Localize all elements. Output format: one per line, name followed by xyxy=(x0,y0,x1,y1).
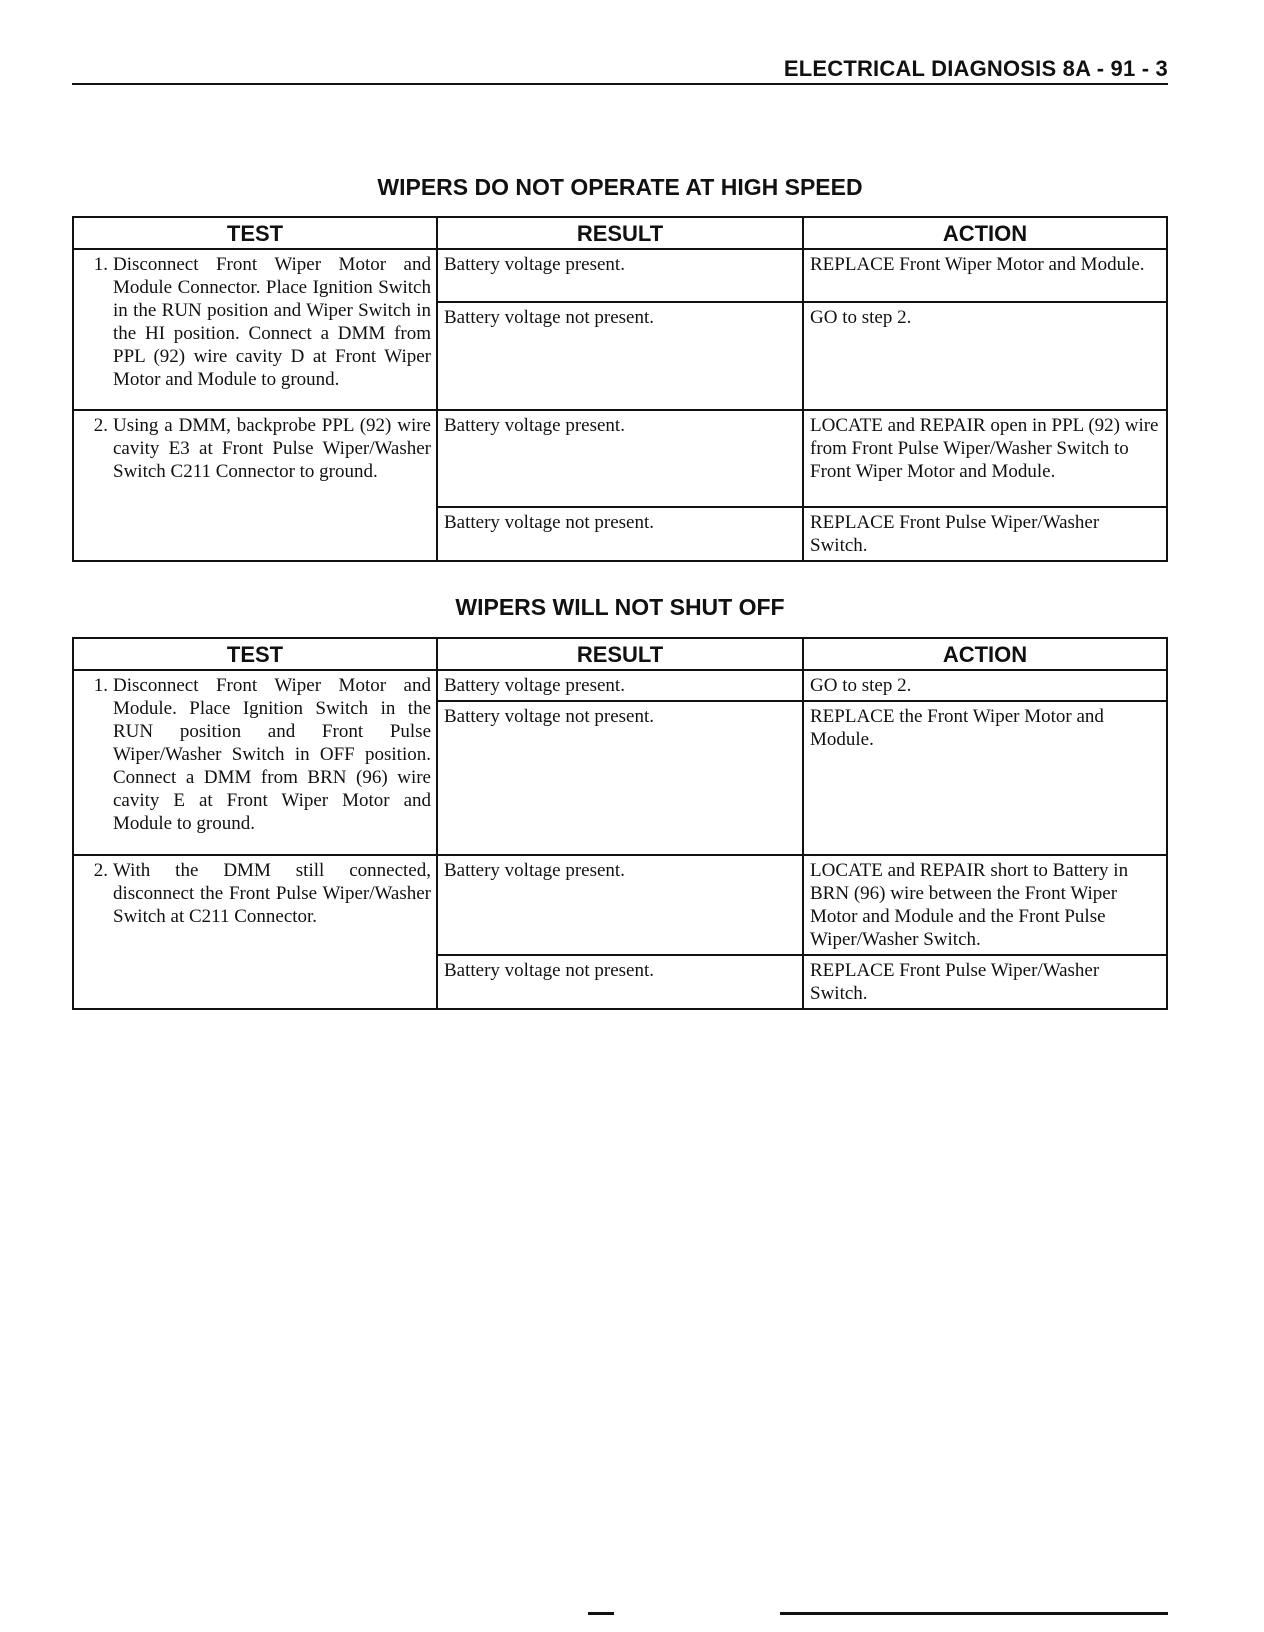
action-cell: REPLACE Front Pulse Wiper/Washer Switch. xyxy=(803,507,1167,561)
step-number: 2. xyxy=(93,860,108,881)
result-cell: Battery voltage not present. xyxy=(437,302,803,410)
result-cell: Battery voltage not present. xyxy=(437,701,803,855)
table-header-row xyxy=(73,217,1167,249)
column-header-action: ACTION xyxy=(803,638,1167,670)
test-cell xyxy=(73,249,437,410)
column-header-result: RESULT xyxy=(437,638,803,670)
result-cell: Battery voltage present. xyxy=(437,410,803,507)
step-text: Disconnect Front Wiper Motor and Module Connector. Place Ignition Switch in the RUN position and Wiper Switch in the HI position. Connect a DMM from PPL (92) wire cavity D at Front Wiper Motor and Module to ground. xyxy=(113,254,431,390)
column-header-action: ACTION xyxy=(803,217,1167,249)
action-cell: GO to step 2. xyxy=(803,670,1167,701)
header-rule xyxy=(72,83,1168,85)
action-cell: REPLACE the Front Wiper Motor and Module. xyxy=(803,701,1167,855)
column-header-result: RESULT xyxy=(437,217,803,249)
step-number: 2. xyxy=(93,415,108,436)
action-cell: REPLACE Front Pulse Wiper/Washer Switch. xyxy=(803,955,1167,1009)
footer-rule xyxy=(588,1612,614,1615)
section-title-high-speed: WIPERS DO NOT OPERATE AT HIGH SPEED xyxy=(377,174,863,200)
page-header: ELECTRICAL DIAGNOSIS 8A - 91 - 3 xyxy=(783,56,1168,81)
action-cell: REPLACE Front Wiper Motor and Module. xyxy=(803,249,1167,302)
footer-rule xyxy=(780,1612,1168,1615)
table-header-row xyxy=(73,638,1167,670)
step-text: With the DMM still connected, disconnect the Front Pulse Wiper/Washer Switch at C211 Connector. xyxy=(113,860,431,927)
step-number: 1. xyxy=(93,675,108,696)
table-row xyxy=(73,249,1167,302)
result-cell: Battery voltage present. xyxy=(437,855,803,955)
column-header-test: TEST xyxy=(73,638,437,670)
diagnosis-table-high-speed xyxy=(72,216,1168,562)
result-cell: Battery voltage present. xyxy=(437,670,803,701)
result-cell: Battery voltage not present. xyxy=(437,507,803,561)
table-row xyxy=(73,410,1167,507)
step-text: Using a DMM, backprobe PPL (92) wire cavity E3 at Front Pulse Wiper/Washer Switch C211 Connector to ground. xyxy=(113,415,431,482)
test-cell xyxy=(73,670,437,855)
action-cell: GO to step 2. xyxy=(803,302,1167,410)
result-cell: Battery voltage present. xyxy=(437,249,803,302)
action-cell: LOCATE and REPAIR open in PPL (92) wire from Front Pulse Wiper/Washer Switch to Front Wiper Motor and Module. xyxy=(803,410,1167,507)
diagnosis-table-will-not-shut-off xyxy=(72,637,1168,1010)
result-cell: Battery voltage not present. xyxy=(437,955,803,1009)
column-header-test: TEST xyxy=(73,217,437,249)
step-number: 1. xyxy=(93,254,108,275)
table-row xyxy=(73,670,1167,701)
test-cell xyxy=(73,410,437,561)
step-text: Disconnect Front Wiper Motor and Module. Place Ignition Switch in the RUN position and Front Pulse Wiper/Washer Switch in OFF position. Connect a DMM from BRN (96) wire cavity E at Front Wiper Motor and Module to ground. xyxy=(113,675,431,834)
test-cell xyxy=(73,855,437,1009)
table-row xyxy=(73,855,1167,955)
action-cell: LOCATE and REPAIR short to Battery in BRN (96) wire between the Front Wiper Motor and Module and the Front Pulse Wiper/Washer Switch. xyxy=(803,855,1167,955)
section-title-will-not-shut-off: WIPERS WILL NOT SHUT OFF xyxy=(455,594,785,620)
